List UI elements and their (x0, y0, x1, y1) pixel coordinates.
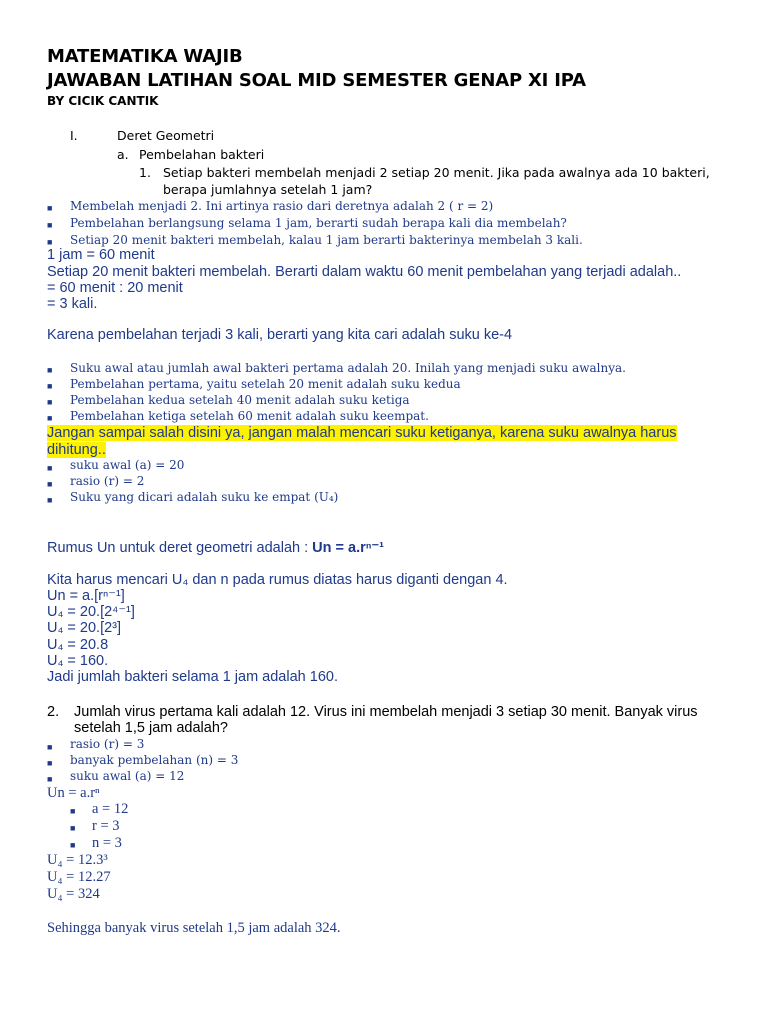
formula-intro-text: Rumus Un untuk deret geometri adalah : (47, 540, 313, 556)
question-2-line-2: setelah 1,5 jam adalah? (74, 720, 228, 736)
bullet-text: suku awal (a) = 12 (70, 769, 185, 783)
subject-title: MATEMATIKA WAJIB (47, 46, 243, 67)
q2-step: U₄ = 12.3³ (47, 852, 108, 868)
subsection-heading: Pembelahan bakteri (139, 147, 265, 162)
formula-step: U₄ = 160. (47, 653, 109, 669)
author-line: BY CICIK CANTIK (47, 94, 159, 108)
bullet-text: Suku yang dicari adalah suku ke empat (U₄) (70, 490, 339, 504)
square-bullet-icon: ■ (47, 365, 53, 375)
q2-formula: Un = a.rⁿ (47, 785, 100, 801)
conclusion-line: Karena pembelahan terjadi 3 kali, berarti yang kita cari adalah suku ke-4 (47, 327, 513, 343)
square-bullet-icon: ■ (47, 742, 53, 752)
square-bullet-icon: ■ (47, 758, 53, 768)
sub-bullet-text: a = 12 (92, 801, 129, 817)
square-bullet-icon: ■ (47, 397, 53, 407)
formula-step: Un = a.[rⁿ⁻¹] (47, 588, 125, 604)
square-bullet-icon: ■ (47, 774, 53, 784)
square-bullet-icon: ■ (47, 479, 53, 489)
sub-bullet-text: n = 3 (92, 835, 122, 851)
square-bullet-icon: ■ (47, 413, 53, 423)
square-bullet-icon: ■ (47, 203, 53, 213)
section-heading: Deret Geometri (117, 128, 215, 143)
bullet-text: banyak pembelahan (n) = 3 (70, 753, 239, 767)
bullet-text: Pembelahan pertama, yaitu setelah 20 menit adalah suku kedua (70, 377, 461, 391)
body-line: = 3 kali. (47, 296, 98, 312)
section-numeral: I. (70, 128, 78, 143)
body-line: = 60 menit : 20 menit (47, 280, 183, 296)
bullet-text: suku awal (a) = 20 (70, 458, 185, 472)
bullet-text: rasio (r) = 3 (70, 737, 145, 751)
square-bullet-icon: ■ (47, 237, 53, 247)
square-bullet-icon: ■ (70, 823, 76, 833)
square-bullet-icon: ■ (47, 463, 53, 473)
formula-bold: Un = a.rⁿ⁻¹ (312, 540, 384, 556)
question-1-line-2: berapa jumlahnya setelah 1 jam? (163, 182, 373, 197)
find-line: Kita harus mencari U₄ dan n pada rumus diatas harus diganti dengan 4. (47, 572, 508, 588)
bullet-text: Pembelahan ketiga setelah 60 menit adalah suku keempat. (70, 409, 429, 423)
q2-step: U₄ = 12.27 (47, 869, 111, 885)
formula-step: U₄ = 20.8 (47, 637, 109, 653)
square-bullet-icon: ■ (47, 495, 53, 505)
highlighted-note-line-2 (47, 442, 106, 458)
body-line: 1 jam = 60 menit (47, 247, 155, 263)
highlight-text: Jangan sampai salah disini ya, jangan malah mencari suku ketiganya, karena suku awalnya harus (47, 425, 677, 441)
question-1-line-1: Setiap bakteri membelah menjadi 2 setiap 20 menit. Jika pada awalnya ada 10 bakteri, (163, 165, 710, 180)
sub-bullet-text: r = 3 (92, 818, 120, 834)
square-bullet-icon: ■ (70, 840, 76, 850)
highlight-text: dihitung.. (47, 442, 106, 458)
document-title: JAWABAN LATIHAN SOAL MID SEMESTER GENAP XI IPA (47, 70, 586, 91)
question-2-line-1: Jumlah virus pertama kali adalah 12. Virus ini membelah menjadi 3 setiap 30 menit. Banyak virus (74, 704, 698, 720)
bullet-text: Setiap 20 menit bakteri membelah, kalau 1 jam berarti bakterinya membelah 3 kali. (70, 233, 583, 247)
bullet-text: Suku awal atau jumlah awal bakteri pertama adalah 20. Inilah yang menjadi suku awalnya. (70, 361, 626, 375)
question-1-number: 1. (139, 165, 151, 180)
bullet-text: Pembelahan berlangsung selama 1 jam, berarti sudah berapa kali dia membelah? (70, 216, 567, 230)
body-line: Setiap 20 menit bakteri membelah. Berarti dalam waktu 60 menit pembelahan yang terjadi adalah.. (47, 264, 682, 280)
formula-step: U₄ = 20.[2³] (47, 620, 122, 636)
formula-intro (47, 540, 384, 556)
square-bullet-icon: ■ (47, 220, 53, 230)
highlighted-note-line-1 (47, 425, 677, 441)
subsection-letter: a. (117, 147, 129, 162)
question-2-number: 2. (47, 704, 60, 720)
bullet-text: Pembelahan kedua setelah 40 menit adalah suku ketiga (70, 393, 410, 407)
q2-step: U₄ = 324 (47, 886, 100, 902)
formula-step: U₄ = 20.[2⁴⁻¹] (47, 604, 135, 620)
square-bullet-icon: ■ (47, 381, 53, 391)
square-bullet-icon: ■ (70, 806, 76, 816)
q2-answer: Sehingga banyak virus setelah 1,5 jam adalah 324. (47, 920, 341, 936)
bullet-text: rasio (r) = 2 (70, 474, 145, 488)
bullet-text: Membelah menjadi 2. Ini artinya rasio dari deretnya adalah 2 ( r = 2) (70, 199, 494, 213)
answer-line: Jadi jumlah bakteri selama 1 jam adalah 160. (47, 669, 338, 685)
